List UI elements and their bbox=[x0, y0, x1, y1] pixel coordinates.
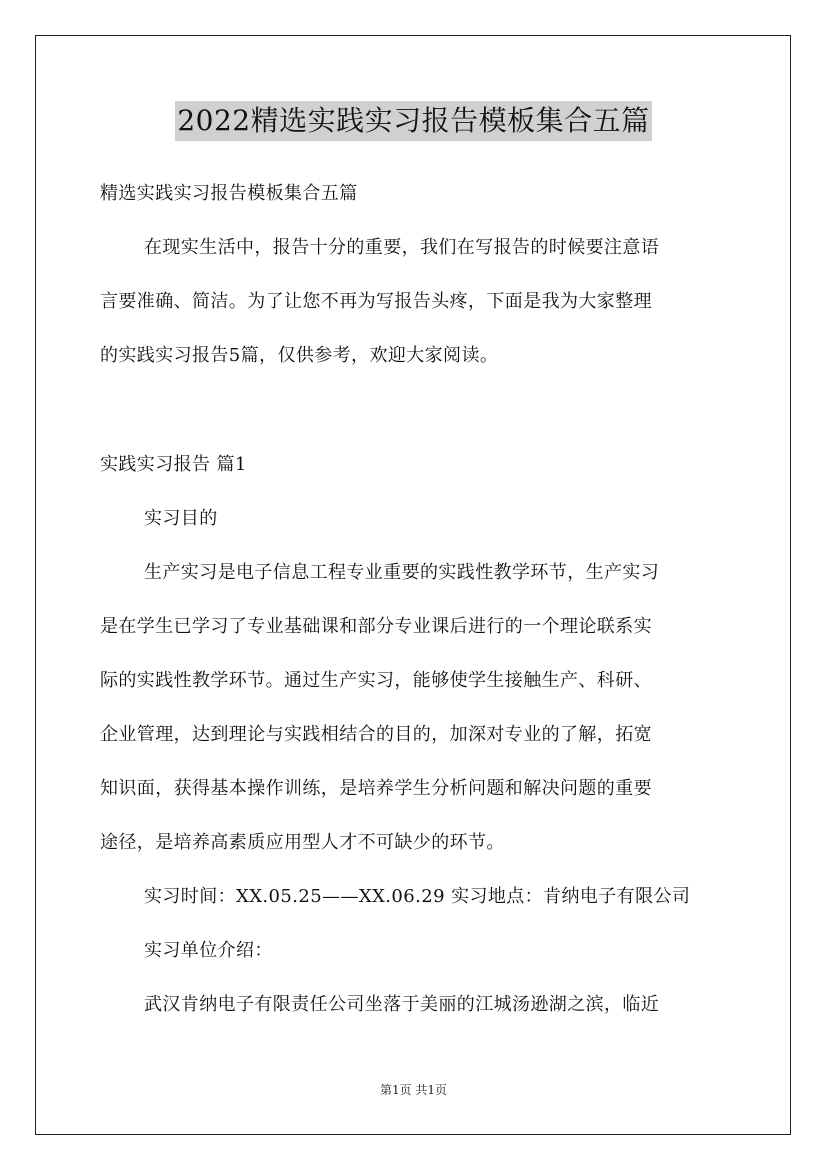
time-place-line: 实习时间：XX.05.25——XX.06.29 实习地点：肯纳电子有限公司 bbox=[144, 886, 691, 907]
section-heading: 实践实习报告 篇1 bbox=[100, 454, 247, 475]
unit-intro-heading: 实习单位介绍： bbox=[144, 940, 273, 961]
purpose-heading: 实习目的 bbox=[144, 508, 218, 529]
purpose-line-1: 生产实习是电子信息工程专业重要的实践性教学环节，生产实习 bbox=[144, 562, 660, 583]
page-number-footer: 第1页 共1页 bbox=[379, 1083, 448, 1097]
document-subtitle: 精选实践实习报告模板集合五篇 bbox=[100, 183, 358, 204]
intro-line-1: 在现实生活中，报告十分的重要，我们在写报告的时候要注意语 bbox=[144, 237, 660, 258]
intro-line-2: 言要准确、简洁。为了让您不再为写报告头疼，下面是我为大家整理 bbox=[100, 291, 652, 312]
purpose-line-5: 知识面，获得基本操作训练，是培养学生分析问题和解决问题的重要 bbox=[100, 778, 652, 799]
purpose-line-3: 际的实践性教学环节。通过生产实习，能够使学生接触生产、科研、 bbox=[100, 670, 652, 691]
unit-intro-line-1: 武汉肯纳电子有限责任公司坐落于美丽的江城汤逊湖之滨，临近 bbox=[144, 994, 660, 1015]
document-title: 2022精选实践实习报告模板集合五篇 bbox=[175, 101, 651, 141]
purpose-line-6: 途径，是培养高素质应用型人才不可缺少的环节。 bbox=[100, 832, 505, 853]
title-container bbox=[0, 101, 827, 141]
purpose-line-2: 是在学生已学习了专业基础课和部分专业课后进行的一个理论联系实 bbox=[100, 616, 652, 637]
purpose-line-4: 企业管理，达到理论与实践相结合的目的，加深对专业的了解，拓宽 bbox=[100, 724, 652, 745]
intro-line-3: 的实践实习报告5篇，仅供参考，欢迎大家阅读。 bbox=[100, 345, 499, 366]
